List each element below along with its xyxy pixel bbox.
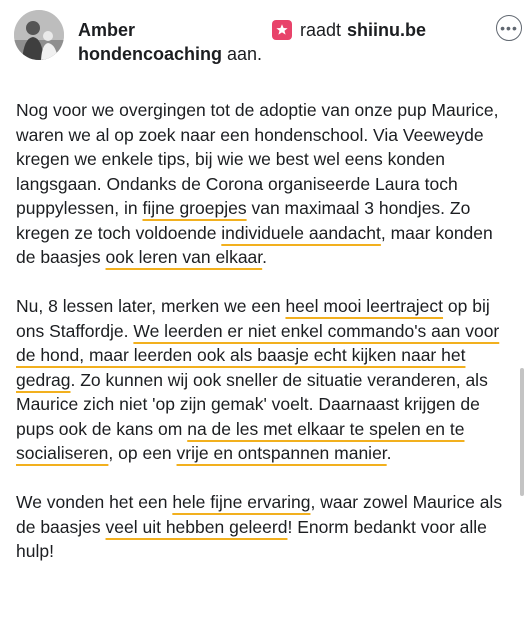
highlighted-phrase: individuele aandacht (221, 222, 381, 243)
author-suffix: aan. (227, 44, 263, 64)
text-segment: . (262, 247, 268, 267)
highlighted-phrase: na de les met elkaar te spelen en te socialiseren (16, 418, 465, 463)
text-segment: Nu, 8 lessen later, merken we een (16, 296, 286, 316)
text-segment: van maximaal 3 hondjes. Zo kregen ze toch voldoende (16, 198, 471, 243)
author-name[interactable]: Amber hondencoaching (78, 20, 222, 64)
text-segment: , op een (108, 443, 177, 463)
highlighted-phrase: We leerden er niet enkel commando's aan voor de hond, maar leerden ook als baasje echt kijken naar het gedrag (16, 320, 500, 390)
recommendation-line (272, 18, 426, 42)
recommend-label: raadt (300, 20, 342, 40)
highlighted-phrase: ook leren van elkaar (105, 247, 263, 267)
text-segment: , maar konden de baasjes (16, 222, 493, 267)
more-options-icon[interactable]: ••• (496, 15, 522, 41)
text-segment: ! Enorm bedankt voor alle hulp! (16, 516, 487, 561)
highlighted-phrase: vrije en ontspannen manier (176, 443, 387, 463)
highlighted-phrase: heel mooi leertraject (285, 296, 444, 316)
highlighted-phrase: hele fijne ervaring (172, 492, 311, 512)
post-author-line (78, 18, 278, 66)
review-paragraph (16, 98, 516, 270)
recommend-flag-icon (272, 20, 292, 40)
text-segment: , waar zowel Maurice als de baasjes (16, 492, 503, 537)
text-segment: Nog voor we overgingen tot de adoptie van onze pup Maurice, waren we al op zoek naar een hondenschool. Via Veeweyde kregen we enkele tips, bij wie we best wel eens konden langsgaan. Ondanks de Corona organiseerde Laura toch puppylessen, in (16, 100, 499, 218)
highlighted-phrase: veel uit hebben geleerd (105, 516, 288, 537)
page-name-link[interactable]: shiinu.be (347, 20, 427, 40)
text-segment: . Zo kunnen wij ook sneller de situatie veranderen, als Maurice zich niet 'op zijn gemak' voelt. Daarnaast krijgen de pups ook de kans om (16, 369, 488, 439)
text-segment: . (386, 443, 392, 463)
review-paragraph (16, 490, 516, 564)
profile-photo-icon (14, 10, 64, 60)
text-segment: We vonden het een (16, 492, 173, 512)
review-paragraph (16, 294, 516, 466)
scrollbar[interactable] (520, 368, 524, 496)
highlighted-phrase: fijne groepjes (142, 198, 247, 218)
text-segment: op bij ons Staffordje. (16, 296, 490, 341)
avatar[interactable] (14, 10, 64, 60)
review-text (16, 98, 516, 588)
